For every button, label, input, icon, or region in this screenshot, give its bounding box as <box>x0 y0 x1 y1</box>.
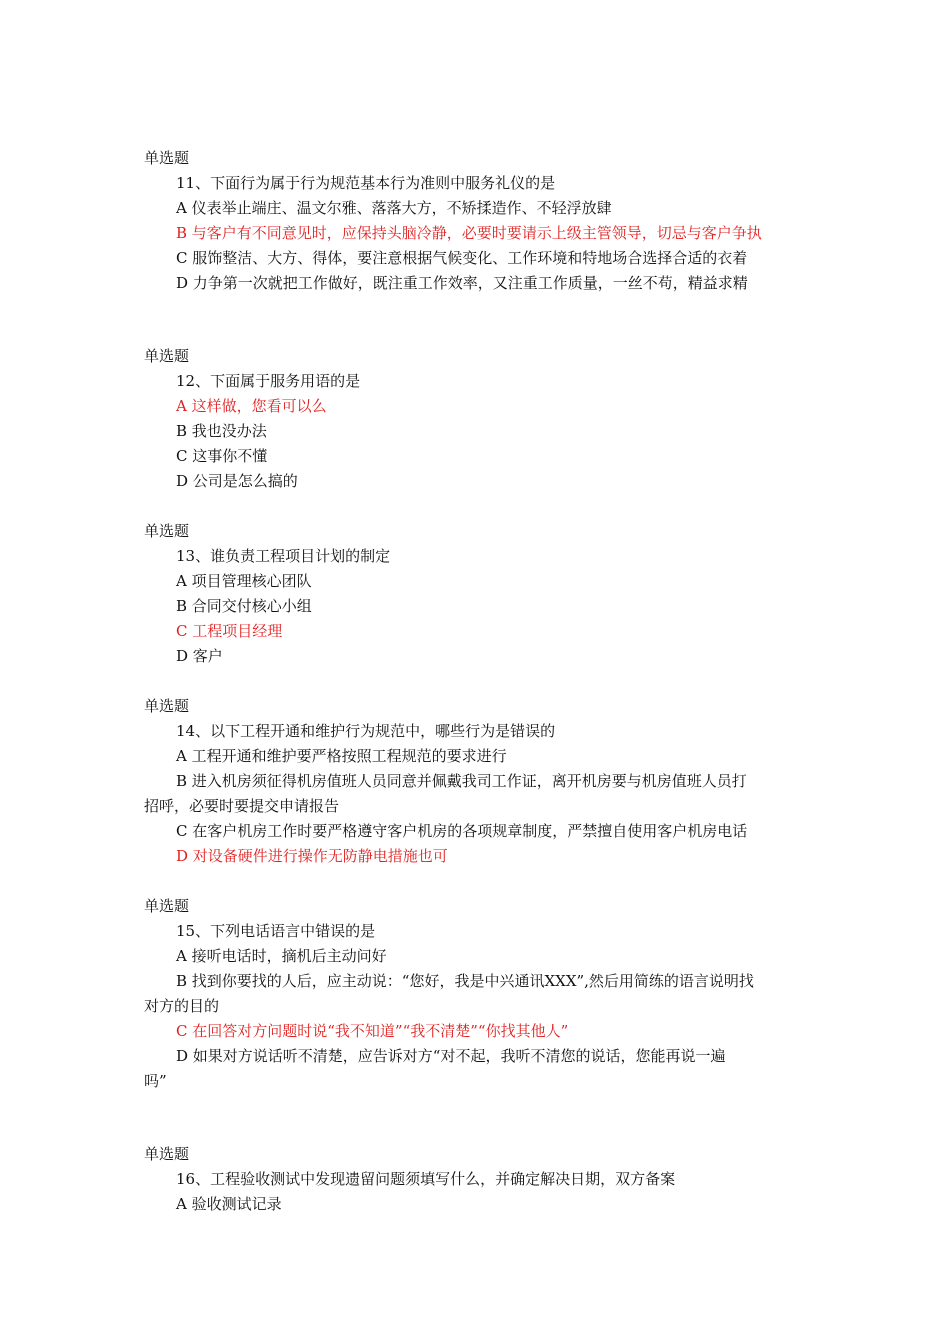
question-16 <box>144 1142 808 1217</box>
option-b-correct: B 与客户有不同意见时，应保持头脑冷静，必要时要请示上级主管领导，切忌与客户争执 <box>176 224 762 242</box>
option-d-line2: 吗” <box>144 1072 167 1090</box>
question-type-label: 单选题 <box>144 149 190 167</box>
question-stem: 12、下面属于服务用语的是 <box>176 372 361 390</box>
question-stem: 15、下列电话语言中错误的是 <box>176 922 376 940</box>
option-a: A 项目管理核心团队 <box>176 572 312 590</box>
option-c: C 服饰整洁、大方、得体，要注意根据气候变化、工作环境和特地场合选择合适的衣着 <box>176 249 748 267</box>
question-stem: 16、工程验收测试中发现遗留问题须填写什么，并确定解决日期，双方备案 <box>176 1170 676 1188</box>
question-stem: 11、下面行为属于行为规范基本行为准则中服务礼仪的是 <box>176 174 556 192</box>
option-b-line2: 对方的目的 <box>144 997 220 1015</box>
question-stem: 13、谁负责工程项目计划的制定 <box>176 547 391 565</box>
question-type-label: 单选题 <box>144 522 190 540</box>
question-15 <box>144 894 808 1094</box>
question-13 <box>144 519 808 669</box>
option-c: C 在客户机房工作时要严格遵守客户机房的各项规章制度，严禁擅自使用客户机房电话 <box>176 822 748 840</box>
question-type-label: 单选题 <box>144 697 190 715</box>
option-a: A 仪表举止端庄、温文尔雅、落落大方，不矫揉造作、不轻浮放肆 <box>176 199 612 217</box>
option-c-correct: C 工程项目经理 <box>176 622 283 640</box>
question-type-label: 单选题 <box>144 347 190 365</box>
option-a: A 工程开通和维护要严格按照工程规范的要求进行 <box>176 747 507 765</box>
option-a: A 验收测试记录 <box>176 1195 282 1213</box>
question-stem: 14、以下工程开通和维护行为规范中，哪些行为是错误的 <box>176 722 556 740</box>
question-list <box>144 146 808 1217</box>
option-b-line2: 招呼，必要时要提交申请报告 <box>144 797 340 815</box>
question-11 <box>144 146 808 296</box>
question-type-label: 单选题 <box>144 897 190 915</box>
option-d: D 客户 <box>176 647 223 665</box>
question-14 <box>144 694 808 869</box>
option-b: B 合同交付核心小组 <box>176 597 312 615</box>
question-12 <box>144 344 808 494</box>
option-b-line1: B 找到你要找的人后，应主动说：“您好，我是中兴通讯XXX”,然后用简练的语言说明找 <box>176 972 754 990</box>
option-c-correct: C 在回答对方问题时说“我不知道”“我不清楚”“你找其他人” <box>176 1022 569 1040</box>
question-type-label: 单选题 <box>144 1145 190 1163</box>
option-a-correct: A 这样做，您看可以么 <box>176 397 327 415</box>
option-d: D 公司是怎么搞的 <box>176 472 298 490</box>
option-d-line1: D 如果对方说话听不清楚，应告诉对方“对不起，我听不清您的说话，您能再说一遍 <box>176 1047 726 1065</box>
option-d-correct: D 对设备硬件进行操作无防静电措施也可 <box>176 847 448 865</box>
option-a: A 接听电话时，摘机后主动问好 <box>176 947 387 965</box>
option-b: B 我也没办法 <box>176 422 267 440</box>
option-b-line1: B 进入机房须征得机房值班人员同意并佩戴我司工作证，离开机房要与机房值班人员打 <box>176 772 747 790</box>
option-d: D 力争第一次就把工作做好，既注重工作效率，又注重工作质量，一丝不苟，精益求精 <box>176 274 748 292</box>
option-c: C 这事你不懂 <box>176 447 268 465</box>
